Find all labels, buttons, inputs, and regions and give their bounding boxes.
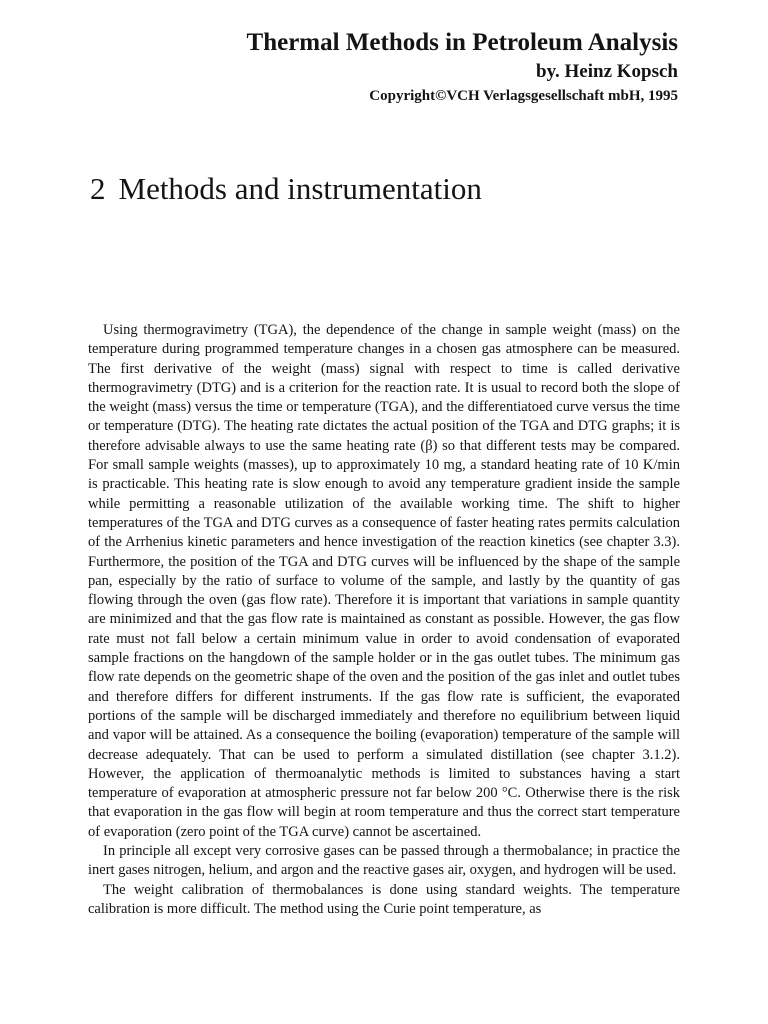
book-title: Thermal Methods in Petroleum Analysis: [246, 29, 678, 56]
body-text: [88, 321, 680, 919]
paragraph: Using thermogravimetry (TGA), the dependence of the change in sample weight (mass) on the temperature during programmed temperature changes in a chosen gas atmosphere can be measured. The first derivative of the weight (mass) signal with respect to time is called derivative thermogravimetry (DTG) and is a criterion for the reaction rate. It is usual to record both the slope of the weight (mass) versus the time or temperature (TGA), and the differentiatoed curve versus the time or temperature (DTG). The heating rate dictates the actual position of the TGA and DTG graphs; it is therefore advisable always to use the same heating rate (β) so that different tests may be compared. For small sample weights (masses), up to approximately 10 mg, a standard heating rate of 10 K/min is practicable. This heating rate is slow enough to avoid any temperature gradient inside the sample while permitting a reasonable utilization of the available working time. The shift to higher temperatures of the TGA and DTG curves as a consequence of faster heating rates permits calculation of the Arrhenius kinetic parameters and hence investigation of the reaction kinetics (see chapter 3.3). Furthermore, the position of the TGA and DTG curves will be influenced by the shape of the sample pan, especially by the ratio of surface to volume of the sample, and lastly by the quantity of gas flowing through the oven (gas flow rate). Therefore it is important that variations in sample quantity are minimized and that the gas flow rate is maintained as constant as possible. However, the gas flow rate must not fall below a certain minimum value in order to avoid condensation of evaporated sample fractions on the hangdown of the sample holder or in the gas outlet tubes. The minimum gas flow rate depends on the geometric shape of the oven and the position of the gas inlet and outlet tubes and therefore differs for different instruments. If the gas flow rate is sufficient, the evaporated portions of the sample will be discharged immediately and therefore no equilibrium between liquid and vapor will be attained. As a consequence the boiling (evaporation) temperature of the sample will decrease adequately. That can be used to perform a simulated distillation (see chapter 3.1.2). However, the application of thermoanalytic methods is limited to substances having a start temperature of evaporation at atmospheric pressure not far below 200 °C. Otherwise there is the risk that evaporation in the gas flow will begin at room temperature and thus the correct start temperature of evaporation (zero point of the TGA curve) cannot be ascertained.: [88, 322, 680, 840]
chapter-number: 2: [90, 171, 106, 206]
copyright-line: Copyright©VCH Verlagsgesellschaft mbH, 1995: [369, 88, 678, 104]
paragraph: In principle all except very corrosive gases can be passed through a thermobalance; in practice the inert gases nitrogen, helium, and argon and the reactive gases air, oxygen, and hydrogen will be used.: [88, 843, 680, 879]
author-line: by. Heinz Kopsch: [536, 61, 678, 82]
paragraph: The weight calibration of thermobalances is done using standard weights. The temperature calibration is more difficult. The method using the Curie point temperature, as: [88, 881, 680, 917]
chapter-heading: [90, 168, 482, 210]
chapter-title: Methods and instrumentation: [118, 171, 482, 206]
